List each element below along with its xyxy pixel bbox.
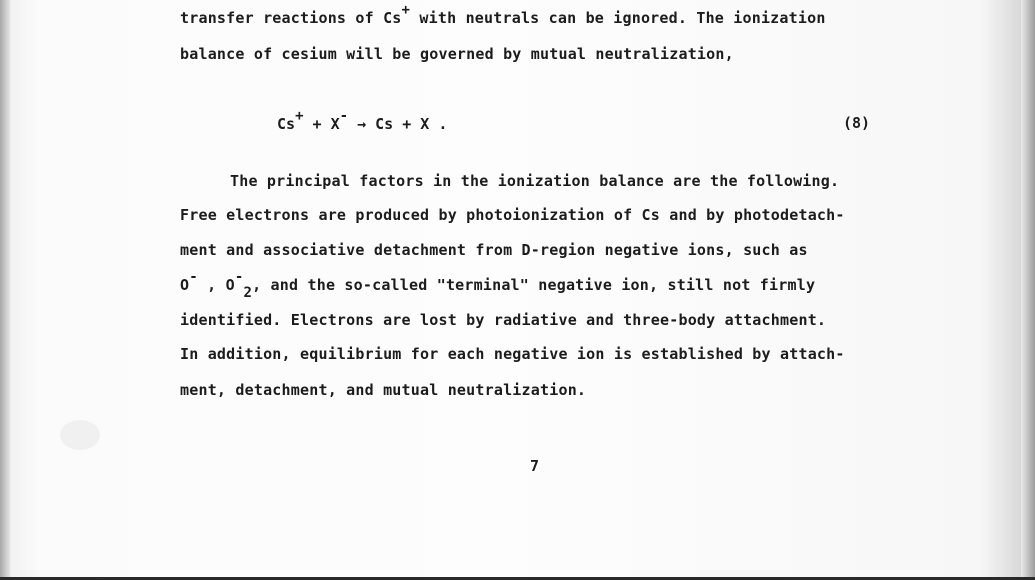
text-line-1-before: transfer reactions of Cs [180, 9, 402, 27]
equation-cs: Cs [277, 115, 296, 133]
text-line-7 [180, 269, 816, 301]
text-line-2: balance of cesium will be governed by mutual neutralization, [180, 45, 734, 63]
equation-cs-plus: + [295, 108, 304, 124]
text-line-1 [180, 2, 826, 27]
text-line-4: The principal factors in the ionization balance are the following. [230, 172, 840, 190]
equation-period: . [429, 115, 448, 133]
page-right-edge [1021, 0, 1035, 577]
page-left-edge [0, 0, 10, 577]
equation-number: (8) [843, 114, 871, 132]
text-line-8: identified. Electrons are lost by radiative and three-body attachment. [180, 311, 827, 329]
o2-minus-superscript: - [234, 269, 244, 285]
equation-x-minus: - [339, 108, 349, 124]
o-minus-superscript: - [189, 269, 198, 285]
text-line-7-rest: , and the so-called "terminal" negative ion, still not firmly [252, 276, 816, 294]
equation-plus-x: + X [303, 115, 340, 133]
equation-products: → Cs + X [348, 115, 430, 133]
o2-subscript: 2 [243, 285, 253, 301]
text-line-9: In addition, equilibrium for each negative ion is established by attach- [180, 345, 845, 363]
equation-8 [277, 108, 448, 133]
page-number: 7 [530, 457, 540, 475]
text-line-5: Free electrons are produced by photoionization of Cs and by photodetach- [180, 206, 845, 224]
o2-ion: , O [197, 276, 235, 294]
paper-smudge [60, 420, 100, 450]
text-line-1-after: with neutrals can be ignored. The ionization [410, 9, 826, 27]
text-line-10: ment, detachment, and mutual neutralization. [180, 381, 587, 399]
o-ion: O [180, 276, 190, 294]
text-line-6: ment and associative detachment from D-region negative ions, such as [180, 241, 808, 259]
cs-plus-superscript: + [401, 2, 411, 18]
